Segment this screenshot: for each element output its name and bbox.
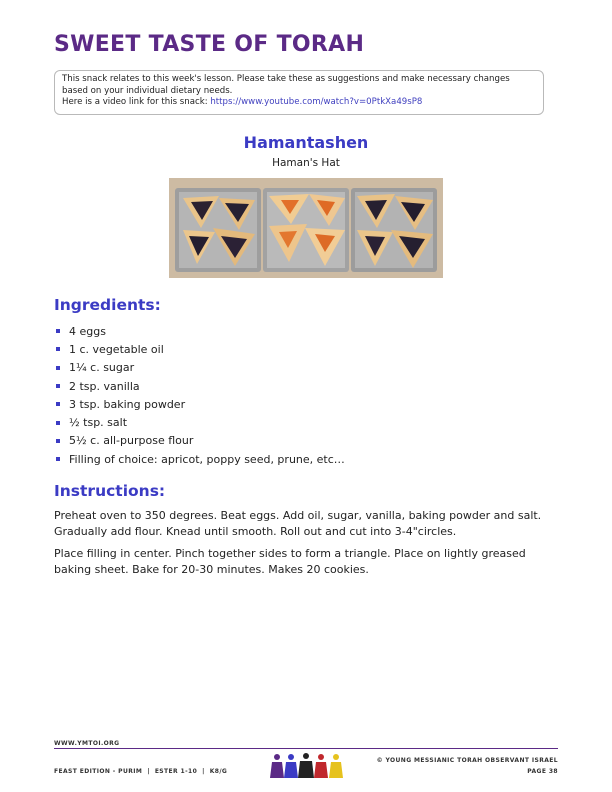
ingredient-text: 4 eggs (69, 324, 106, 338)
footer-reference: ESTER 1-10 (154, 768, 198, 775)
recipe-subtitle: Haman's Hat (272, 157, 340, 169)
ingredient-item (56, 432, 345, 450)
footer-page-number: PAGE 38 (527, 768, 558, 775)
ingredient-text: 5½ c. all-purpose flour (69, 434, 194, 448)
ingredient-text: 1 c. vegetable oil (69, 342, 164, 356)
instructions-heading: Instructions: (54, 482, 166, 500)
notice-text: This snack relates to this week's lesson. Please take these as suggestions and make necessary changes based on your individual dietary needs. (62, 74, 510, 96)
footer-divider (54, 748, 558, 749)
footer-copyright: © YOUNG MESSIANIC TORAH OBSERVANT ISRAEL (376, 757, 558, 764)
ingredient-item (56, 413, 345, 431)
ingredient-item (56, 322, 345, 340)
figure-icon (284, 754, 298, 778)
ingredient-item (56, 450, 345, 468)
ingredient-text: Filling of choice: apricot, poppy seed, prune, etc… (69, 452, 345, 466)
bullet-icon (56, 439, 60, 443)
ingredient-text: 1¼ c. sugar (69, 361, 135, 375)
ingredients-heading: Ingredients: (54, 296, 161, 314)
page-title: SWEET TASTE OF TORAH (54, 32, 365, 57)
bullet-icon (56, 384, 60, 388)
ingredient-item (56, 340, 345, 358)
hamantashen-photo-drawing (169, 178, 443, 278)
bullet-icon (56, 366, 60, 370)
figure-icon (270, 754, 284, 778)
footer-site: WWW.YMTOI.ORG (54, 740, 120, 747)
ingredient-item (56, 377, 345, 395)
recipe-photo (169, 178, 443, 278)
ingredient-text: 2 tsp. vanilla (69, 379, 140, 393)
bullet-icon (56, 421, 60, 425)
figure-icon (298, 753, 314, 778)
ingredient-item (56, 395, 345, 413)
footer-logo-figures (270, 752, 344, 780)
instructions-paragraph: Place filling in center. Pinch together sides to form a triangle. Place on lightly greased baking sheet. Bake for 20-30 minutes. Makes 20 cookies. (54, 547, 526, 576)
footer-edition: FEAST EDITION - PURIM | ESTER 1-10 | K8/G (54, 768, 228, 775)
bullet-icon (56, 457, 60, 461)
bullet-icon (56, 347, 60, 351)
notice-box (54, 70, 544, 115)
notice-video-label: Here is a video link for this snack: (62, 97, 211, 107)
bullet-icon (56, 329, 60, 333)
ingredients-list (56, 322, 345, 468)
figure-icon (329, 754, 343, 778)
recipe-title: Hamantashen (243, 133, 369, 152)
figure-icon (314, 754, 328, 778)
video-link[interactable]: https://www.youtube.com/watch?v=0PtkXa49sP8 (210, 97, 423, 107)
bullet-icon (56, 402, 60, 406)
footer-level: K8/G (209, 768, 228, 775)
footer-edition-name: FEAST EDITION - PURIM (54, 768, 143, 775)
ingredient-item (56, 359, 345, 377)
ingredient-text: ½ tsp. salt (69, 416, 128, 430)
ingredient-text: 3 tsp. baking powder (69, 397, 186, 411)
notice-video-line (62, 97, 536, 109)
instructions-paragraph: Preheat oven to 350 degrees. Beat eggs. Add oil, sugar, vanilla, baking powder and salt. Gradually add flour. Knead until smooth. Roll out and cut into 3-4"circles. (54, 509, 542, 538)
